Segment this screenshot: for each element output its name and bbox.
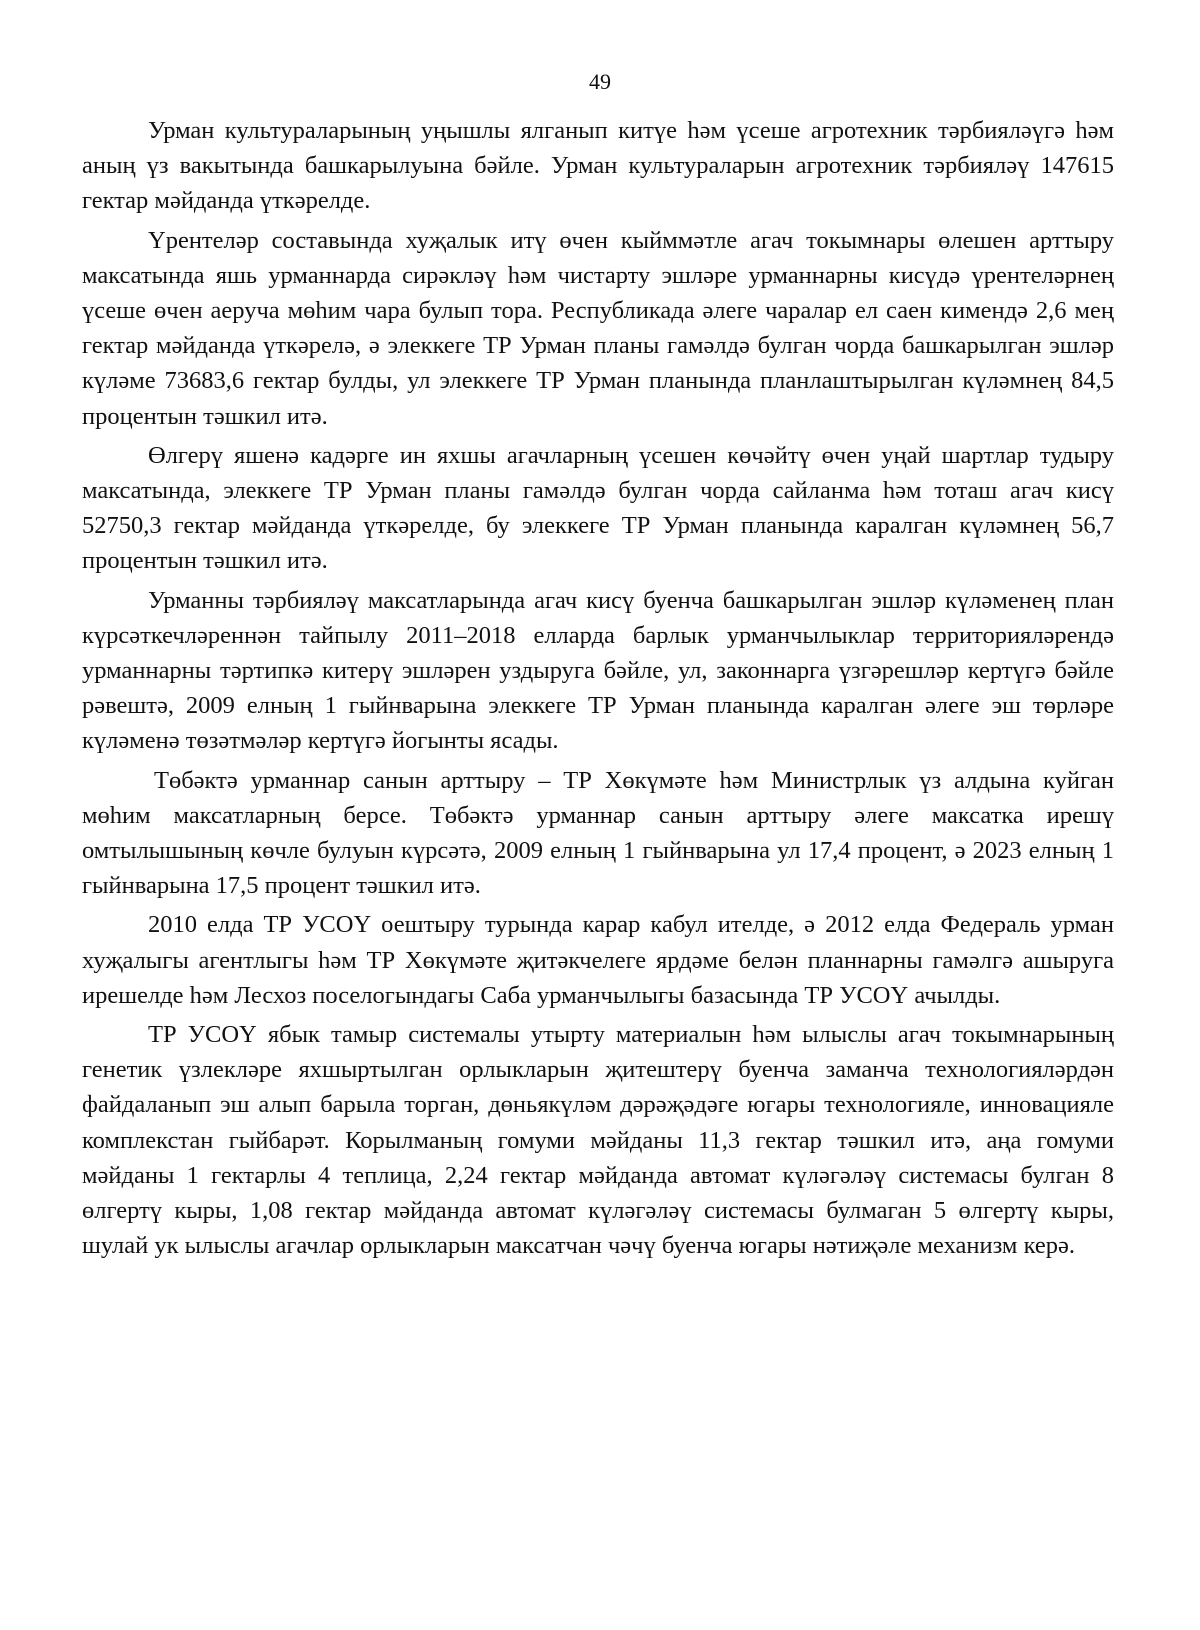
paragraph-nursery-complex: ТР УСОҮ ябык тамыр системалы утырту материалын һәм ылыслы агач токымнарының генетик үзлекләре яхшыртылган орлыкларын җитештерү буенча заманча технологияләрдән файдаланып эш алып барыла торган, дөньякүләм дәрәҗәдәге югары технологияле, инновацияле комплекстан гыйбарәт. Корылманың гомуми мәйданы 11,3 гектар тәшкил итә, аңа гомуми мәйданы 1 гектарлы 4 теплица, 2,24 гектар мәйданда автомат күләгәләү системасы булган 8 өлгертү кыры, 1,08 гектар мәйданда автомат күләгәләү системасы булмаган 5 өлгертү кыры, шулай ук ылыслы агачлар орлыкларын максатчан чәчү буенча югары нәтиҗәле механизм керә. bbox=[82, 1021, 1114, 1260]
page-number: 49 bbox=[589, 69, 611, 94]
paragraph-thinning-cleaning: Үрентеләр составында хуҗалык итү өчен кыйммәтле агач токымнары өлешен арттыру максатында яшь урманнарда сирәкләү һәм чистарту эшләре урманнарны кисүдә үрентеләрнең үсеше өчен аеруча мөһим чара булып тора. Республикада әлеге чаралар ел саен кимендә 2,6 мең гектар мәйданда үткәрелә, ә элеккеге ТР Урман планы гамәлдә булган чорда башкарылган эшләр күләме 73683,6 гектар булды, ул элеккеге ТР Урман планында планлаштырылган күләмнең 84,5 процентын тәшкил итә. bbox=[82, 226, 1114, 430]
document-body bbox=[82, 113, 1114, 1268]
paragraph-selective-felling: Өлгерү яшенә кадәрге ин яхшы агачларның үсешен көчәйтү өчен уңай шартлар тудыру максатында, элеккеге ТР Урман планы гамәлдә булган чорда сайланма һәм тоташ агач кисү 52750,3 гектар мәйданда үткәрелде, бу элеккеге ТР Урман планында каралган күләмнең 56,7 процентын тәшкил итә. bbox=[82, 441, 1114, 575]
paragraph-forest-cover: Төбәктә урманнар санын арттыру – ТР Хөкүмәте һәм Министрлык үз алдына куйган мөһим максатларның берсе. Төбәктә урманнар санын арттыру әлеге максатка ирешү омтылышының көчле булуын күрсәтә, 2009 елның 1 гыйнварына ул 17,4 процент, ә 2023 елның 1 гыйнварына 17,5 процент тәшкил итә. bbox=[82, 766, 1114, 900]
paragraph-forest-cultures-care: Урман культураларының уңышлы ялганып китүе һәм үсеше агротехник тәрбияләүгә һәм аның үз вакытында башкарылуына бәйле. Урман культураларын агротехник тәрбияләү 147615 гектар мәйданда үткәрелде. bbox=[82, 117, 1114, 215]
paragraph-plan-deviation: Урманны тәрбияләү максатларында агач кисү буенча башкарылган эшләр күләменең план күрсәткечләреннән тайпылу 2011–2018 елларда барлык урманчылыклар территорияләрендә урманнарны тәртипкә китерү эшләрен уздыруга бәйле, ул, законнарга үзгәрешләр кертүгә бәйле рәвештә, 2009 елның 1 гыйнварына элеккеге ТР Урман планында каралган әлеге эш төрләре күләменә төзәтмәләр кертүгә йогынты ясады. bbox=[82, 586, 1114, 755]
paragraph-nursery-founding: 2010 елда ТР УСОҮ оештыру турында карар кабул ителде, ә 2012 елда Федераль урман хуҗалыгы агентлыгы һәм ТР Хөкүмәте җитәкчелеге ярдәме белән планнарны гамәлгә ашыруга ирешелде һәм Лесхоз поселогындагы Саба урманчылыгы базасында ТР УСОҮ ачылды. bbox=[82, 911, 1114, 1009]
